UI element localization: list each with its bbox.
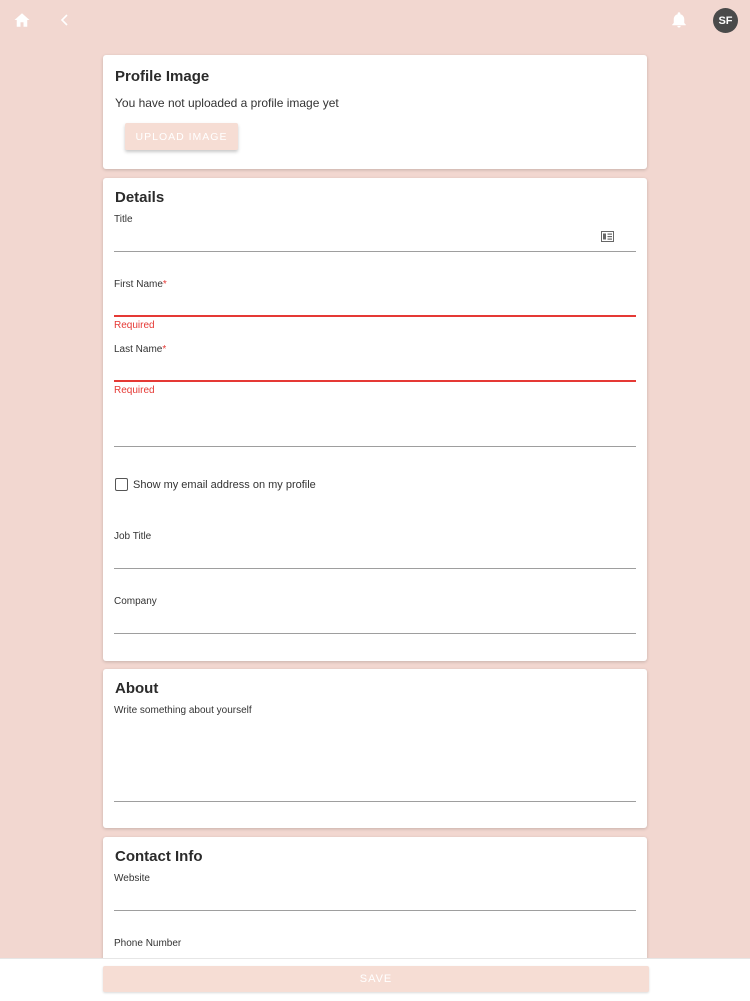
about-label: Write something about yourself (114, 705, 252, 716)
show-email-label[interactable]: Show my email address on my profile (133, 479, 316, 491)
email-field[interactable] (114, 420, 636, 446)
company-underline (114, 633, 636, 634)
about-underline (114, 801, 636, 802)
company-field[interactable] (114, 610, 636, 632)
phone-number-label: Phone Number (114, 938, 182, 949)
last-name-required-marker: * (162, 344, 167, 355)
upload-image-button[interactable]: UPLOAD IMAGE (125, 123, 238, 150)
details-heading: Details (115, 189, 165, 206)
details-card (103, 178, 647, 661)
last-name-field[interactable] (114, 358, 636, 380)
first-name-required-marker: * (162, 279, 167, 290)
last-name-underline (114, 380, 636, 382)
profile-image-card (103, 55, 647, 169)
last-name-error: Required (114, 385, 155, 396)
last-name-label (114, 344, 166, 355)
email-underline (114, 446, 636, 447)
first-name-label-text: First Name (114, 279, 163, 290)
contact-info-heading: Contact Info (115, 848, 203, 865)
home-icon[interactable] (13, 11, 31, 29)
website-underline (114, 910, 636, 911)
job-title-label: Job Title (114, 531, 152, 542)
about-card (103, 669, 647, 828)
show-email-checkbox[interactable] (115, 478, 128, 491)
contact-card-icon[interactable] (601, 231, 614, 242)
website-label: Website (114, 873, 150, 884)
job-title-underline (114, 568, 636, 569)
first-name-label (114, 279, 167, 290)
no-image-message: You have not uploaded a profile image yet (115, 96, 339, 110)
website-field[interactable] (114, 887, 636, 909)
user-avatar[interactable]: SF (713, 8, 738, 33)
title-label: Title (114, 214, 133, 225)
company-label: Company (114, 596, 157, 607)
save-button[interactable]: SAVE (103, 966, 649, 992)
first-name-error: Required (114, 320, 155, 331)
top-bar (0, 0, 750, 42)
first-name-field[interactable] (114, 293, 636, 315)
last-name-label-text: Last Name (114, 344, 163, 355)
about-heading: About (115, 680, 159, 697)
first-name-underline (114, 315, 636, 317)
contact-info-card (103, 837, 647, 977)
back-arrow-icon[interactable] (58, 12, 72, 28)
profile-image-heading: Profile Image (115, 68, 210, 85)
about-textarea[interactable] (114, 719, 636, 801)
bell-icon[interactable] (670, 11, 688, 29)
title-field[interactable] (114, 228, 636, 250)
job-title-field[interactable] (114, 545, 636, 567)
title-underline (114, 251, 636, 252)
